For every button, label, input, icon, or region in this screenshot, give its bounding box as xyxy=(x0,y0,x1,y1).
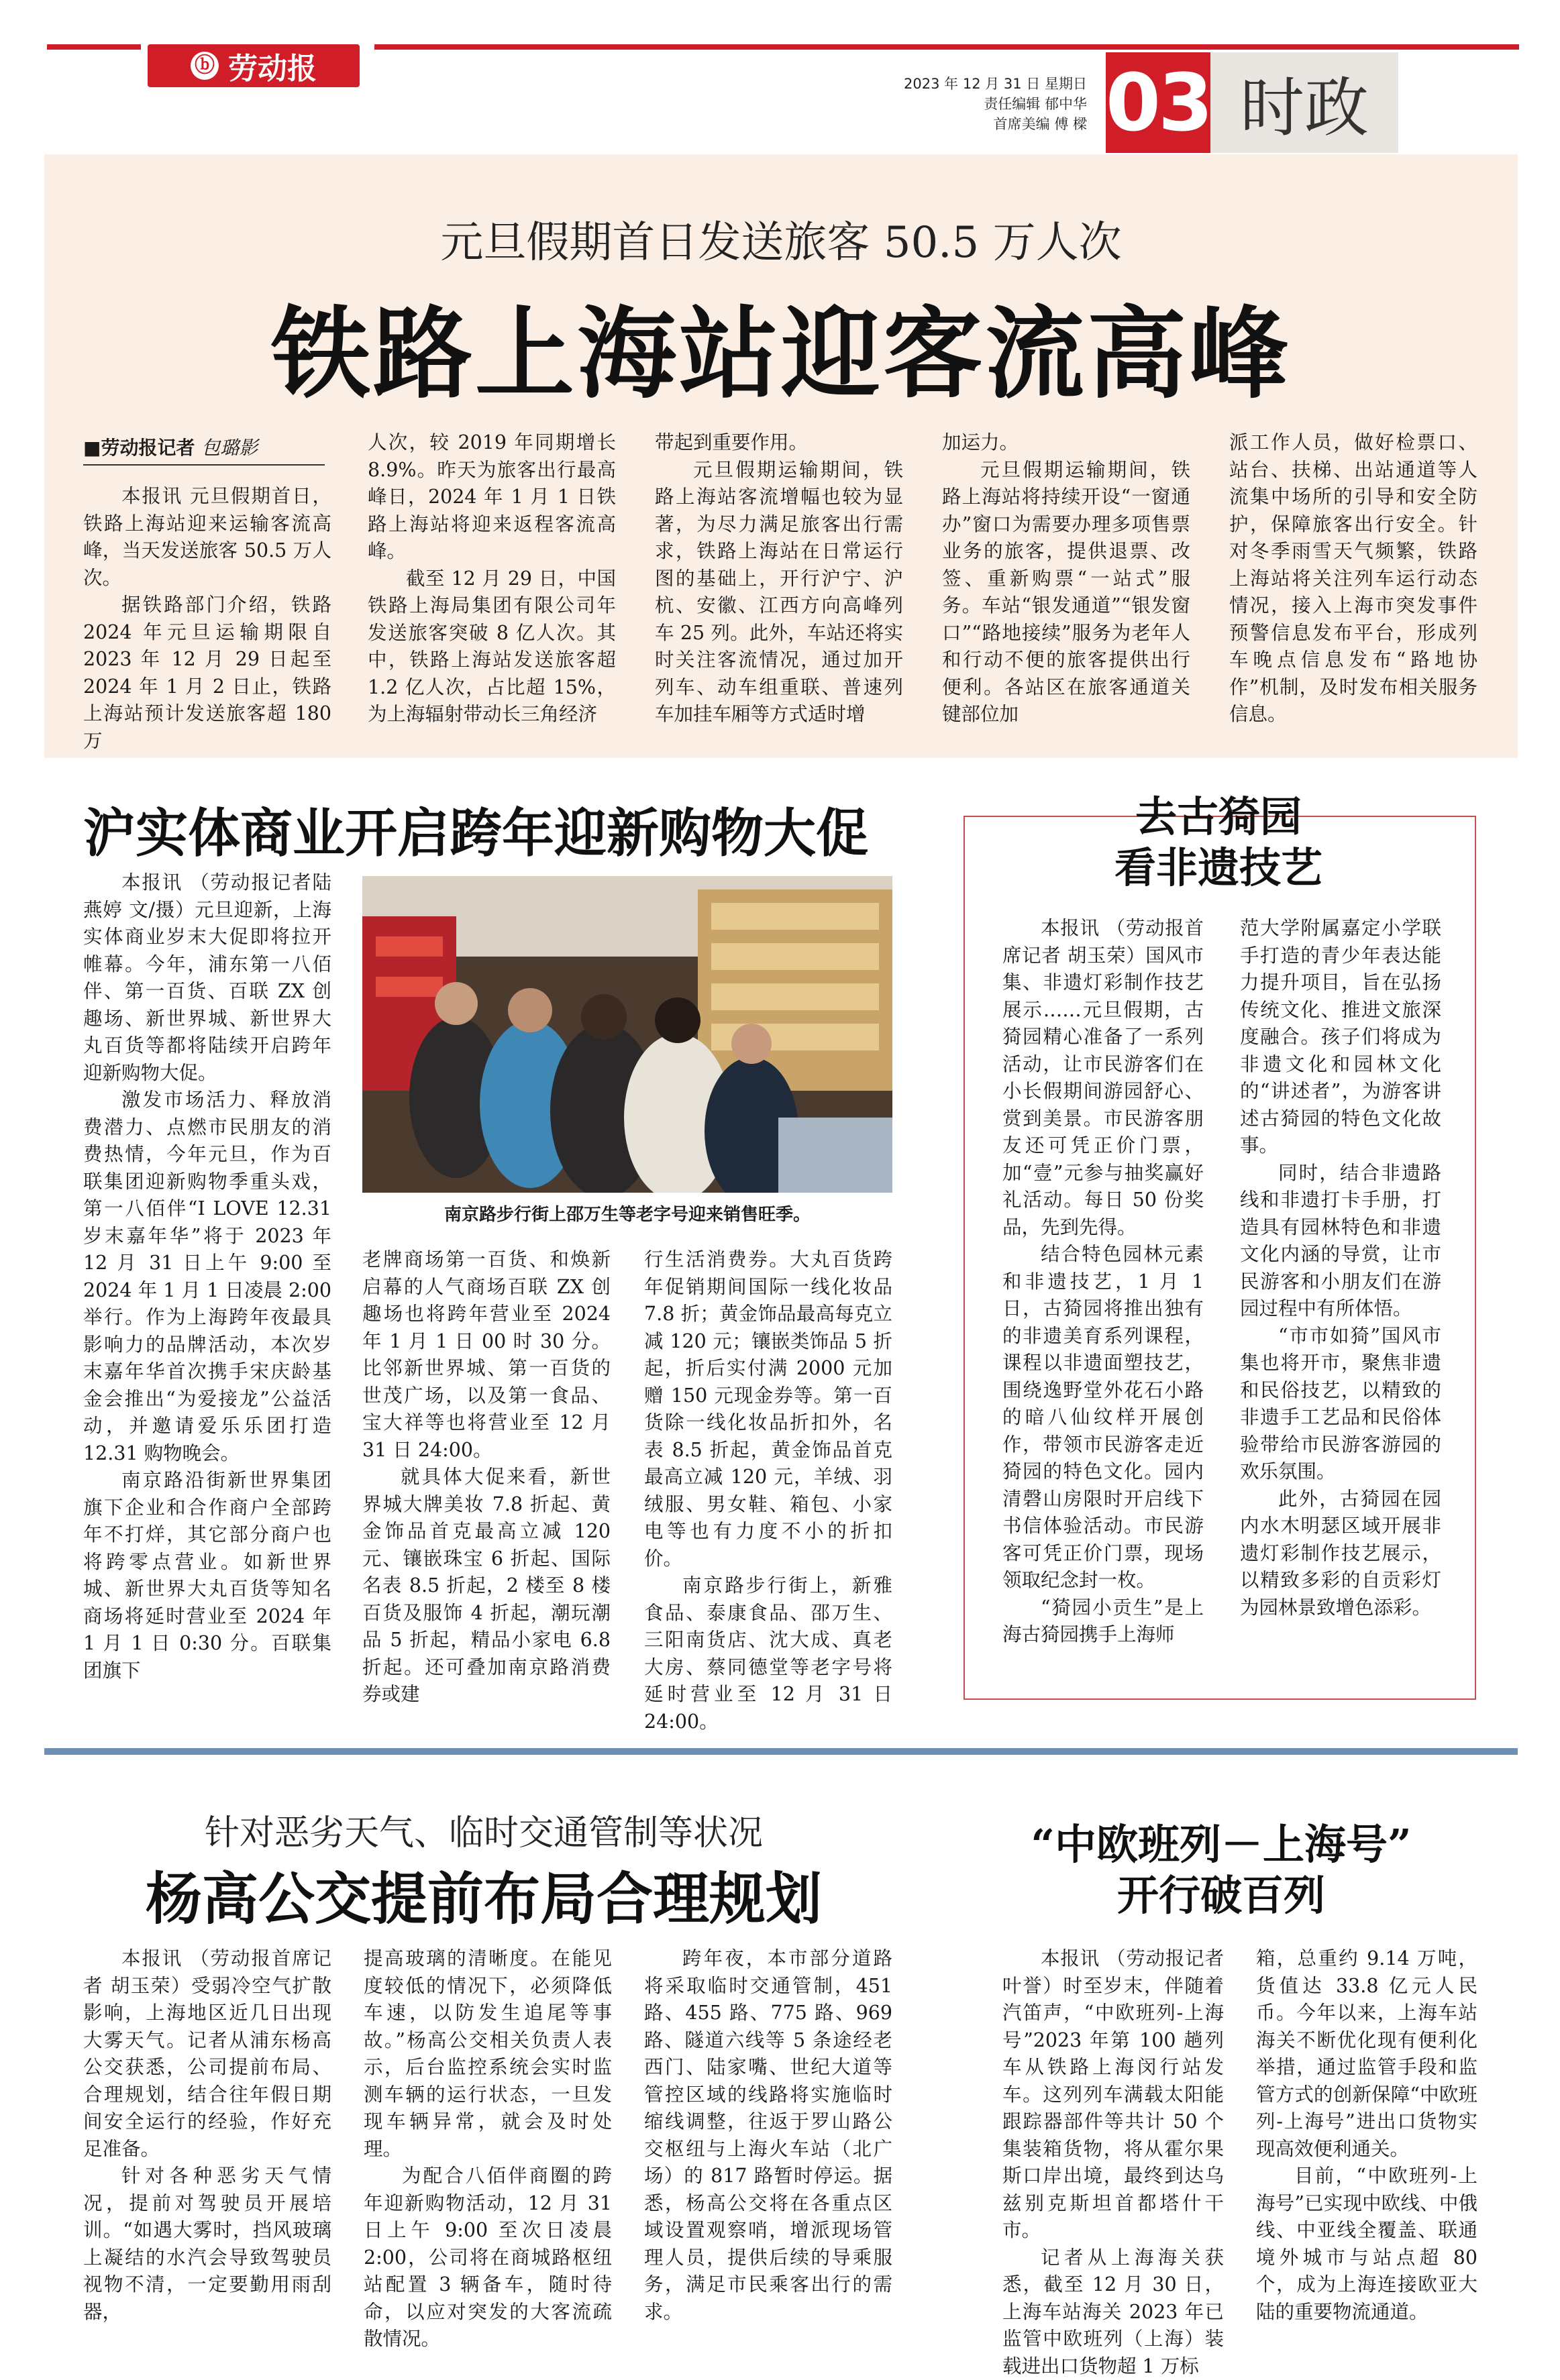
page-meta xyxy=(792,74,1087,134)
paragraph: 元旦假期运输期间，铁路上海站将持续开设“一窗通办”窗口为需要办理多项售票业务的旅客，提供退票、改签、重新购票“一站式”服务。车站“银发通道”“银发窗口”“路地接续”服务为老年人和行动不便的旅客提供出行便利。各站区在旅客通道关键部位加 xyxy=(942,457,1190,728)
story1-col5 xyxy=(1229,429,1477,728)
paragraph: 行生活消费券。大丸百货跨年促销期间国际一线化妆品 7.8 折；黄金饰品最高每克立减 120 元；镶嵌类饰品 5 折起，折后实付满 2000 元加赠 150 元现金券等。第一百货除一线化妆品折扣外，名表 8.5 折起，黄金饰品首克最高立减 120 元，羊绒、羽绒服、男女鞋、箱包、小家电等也有力度不小的折扣价。 xyxy=(644,1246,892,1572)
story4-title: 杨高公交提前布局合理规划 xyxy=(44,1854,923,1935)
story1-byline xyxy=(83,433,325,466)
paragraph: 就具体大促来看，新世界城大牌美妆 7.8 折起、黄金饰品首克最高立减 120 元、镶嵌珠宝 6 折起、国际名表 8.5 折起，2 楼至 8 楼百货及服饰 4 折起，潮玩潮品 5 折起，精品小家电 6.8 折起。还可叠加南京路消费券或建 xyxy=(362,1464,611,1709)
paragraph: 南京路沿街新世界集团旗下企业和合作商户全部跨年不打烊，其它部分商户也将跨零点营业。如新世界城、新世界大丸百货等知名商场将延时营业至 2024 年 1 月 1 日 0:30 分。百联集团旗下 xyxy=(83,1467,331,1684)
story2-col2 xyxy=(362,1246,611,1709)
story2-col3 xyxy=(644,1246,892,1735)
story1-subtitle: 元旦假期首日发送旅客 50.5 万人次 xyxy=(44,208,1518,270)
paragraph: 本报讯 （劳动报首席记者 胡玉荣）受弱冷空气扩散影响，上海地区近几日出现大雾天气。记者从浦东杨高公交获悉，公司提前布局、合理规划，结合往年假日期间安全运行的经验，作好充足准备。 xyxy=(83,1945,331,2163)
section-name: 时政 xyxy=(1210,52,1398,153)
paragraph: 针对各种恶劣天气情况，提前对驾驶员开展培训。“如遇大雾时，挡风玻璃上凝结的水汽会导致驾驶员视物不清，一定要勤用雨刮器， xyxy=(83,2163,331,2326)
designer-line: 首席美编 傅 樑 xyxy=(792,114,1087,134)
paragraph: 派工作人员，做好检票口、站台、扶梯、出站通道等人流集中场所的引导和安全防护，保障旅客出行安全。针对冬季雨雪天气频繁，铁路上海站将关注列车运行动态情况，接入上海市突发事件预警信息发布平台，形成列车晚点信息发布“路地协作”机制，及时发布相关服务信息。 xyxy=(1229,429,1477,728)
story5-col2 xyxy=(1256,1945,1477,2326)
paragraph: 激发市场活力、释放消费潜力、点燃市民朋友的消费热情，今年元旦，作为百联集团迎新购物季重头戏，第一八佰伴“I LOVE 12.31 岁末嘉年华”将于 2023 年 12 月 31 日上午 9:00 至 2024 年 1 月 1 日凌晨 2:00 举行。作为上海跨年夜最具影响力的品牌活动，本次岁末嘉年华首次携手宋庆龄基金会推出“为爱接龙”公益活动，并邀请爱乐乐团打造 12.31 购物晚会。 xyxy=(83,1087,331,1467)
story1-col2 xyxy=(368,429,616,728)
paragraph: 老牌商场第一百货、和焕新启幕的人气商场百联 ZX 创趣场也将跨年营业至 2024 年 1 月 1 日 00 时 30 分。比邻新世界城、第一百货的世茂广场，以及第一食品、宝大祥等也将营业至 12 月 31 日 24:00。 xyxy=(362,1246,611,1464)
paragraph: 记者从上海海关获悉，截至 12 月 30 日，上海车站海关 2023 年已监管中欧班列（上海）装载进出口货物超 1 万标 xyxy=(1002,2244,1224,2380)
story4-subtitle: 针对恶劣天气、临时交通管制等状况 xyxy=(44,1804,923,1855)
editor-line: 责任编辑 郁中华 xyxy=(792,94,1087,114)
paragraph: 结合特色园林元素和非遗技艺，1 月 1 日，古猗园将推出独有的非遗美育系列课程，课程以非遗面塑技艺，围绕逸野堂外花石小路的暗八仙纹样开展创作，带领市民游客走近猗园的特色文化。园内清磬山房限时开启线下书信体验活动。市民游客可凭正价门票，现场领取纪念封一枚。 xyxy=(1002,1241,1204,1594)
story1-col4 xyxy=(942,429,1190,728)
newspaper-logo xyxy=(148,44,360,87)
date-line: 2023 年 12 月 31 日 星期日 xyxy=(792,74,1087,94)
paragraph: 同时，结合非遗路线和非遗打卡手册，打造具有园林特色和非遗文化内涵的导赏，让市民游客和小朋友们在游园过程中有所体悟。 xyxy=(1240,1160,1441,1323)
story1-byline-name: 包璐影 xyxy=(201,437,258,459)
story1-byline-label: ■劳动报记者 xyxy=(83,437,195,459)
page-number: 03 xyxy=(1106,52,1210,153)
paragraph: 据铁路部门介绍，铁路 2024 年元旦运输期限自 2023 年 12 月 29 日起至 2024 年 1 月 2 日止，铁路上海站预计发送旅客超 180 万 xyxy=(83,592,331,755)
paragraph: 本报讯 （劳动报记者 叶誉）时至岁末，伴随着汽笛声，“中欧班列-上海号”2023 年第 100 趟列车从铁路上海闵行站发车。这列列车满载太阳能跟踪器部件等共计 50 个集装箱货物，将从霍尔果斯口岸出境，最终到达乌兹别克斯坦首都塔什干市。 xyxy=(1002,1945,1224,2244)
paragraph: 提高玻璃的清晰度。在能见度较低的情况下，必须降低车速，以防发生追尾等事故。”杨高公交相关负责人表示，后台监控系统会实时监测车辆的运行状态，一旦发现车辆异常，就会及时处理。 xyxy=(364,1945,612,2163)
paragraph: 为配合八佰伴商圈的跨年迎新购物活动，12 月 31 日上午 9:00 至次日凌晨 2:00，公司将在商城路枢纽站配置 3 辆备车，随时待命，以应对突发的大客流疏散情况。 xyxy=(364,2163,612,2353)
newspaper-logo-icon: ⓑ xyxy=(191,52,219,80)
story1-title: 铁路上海站迎客流高峰 xyxy=(44,275,1518,417)
section-divider xyxy=(44,1748,1518,1755)
paragraph: 加运力。 xyxy=(942,429,1190,457)
story4-col3 xyxy=(644,1945,892,2326)
paragraph: 本报讯 （劳动报记者陆燕婷 文/摄）元旦迎新，上海实体商业岁末大促即将拉开帷幕。今年，浦东第一八佰伴、第一百货、百联 ZX 创趣场、新世界城、新世界大丸百货等都将陆续开启跨年迎新购物大促。 xyxy=(83,869,331,1087)
paragraph: 带起到重要作用。 xyxy=(655,429,903,457)
story5-col1 xyxy=(1002,1945,1224,2380)
story5-title-line1: “中欧班列－上海号” xyxy=(966,1811,1476,1871)
paragraph: 目前，“中欧班列-上海号”已实现中欧线、中俄线、中亚线全覆盖、联通境外城市与站点超 80 个，成为上海连接欧亚大陆的重要物流通道。 xyxy=(1256,2163,1477,2326)
story2-photo-caption: 南京路步行街上邵万生等老字号迎来销售旺季。 xyxy=(362,1201,892,1226)
story2-col1 xyxy=(83,869,331,1684)
story3-col2 xyxy=(1240,915,1441,1621)
story3-col1 xyxy=(1002,915,1204,1649)
top-rule-right xyxy=(374,44,1519,50)
paragraph: 箱，总重约 9.14 万吨，货值达 33.8 亿元人民币。今年以来，上海车站海关不断优化现有便利化举措，通过监管手段和监管方式的创新保障“中欧班列-上海号”进出口货物实现高效便利通关。 xyxy=(1256,1945,1477,2163)
paragraph: 本报讯 （劳动报首席记者 胡玉荣）国风市集、非遗灯彩制作技艺展示……元旦假期，古猗园精心准备了一系列活动，让市民游客们在小长假期间游园舒心、赏到美景。市民游客朋友还可凭正价门票，加“壹”元参与抽奖赢好礼活动。每日 50 份奖品，先到先得。 xyxy=(1002,915,1204,1241)
story2-title: 沪实体商业开启跨年迎新购物大促 xyxy=(44,792,976,867)
paragraph: 人次，较 2019 年同期增长 8.9%。昨天为旅客出行最高峰日，2024 年 1 月 1 日铁路上海站将迎来返程客流高峰。 xyxy=(368,429,616,565)
story3-title-line2: 看非遗技艺 xyxy=(964,834,1473,894)
shopping-crowd-photo xyxy=(362,876,892,1193)
paragraph: “猗园小贡生”是上海古猗园携手上海师 xyxy=(1002,1594,1204,1649)
story1-col3 xyxy=(655,429,903,728)
paragraph: 本报讯 元旦假期首日，铁路上海站迎来运输客流高峰，当天发送旅客 50.5 万人次。 xyxy=(83,483,331,592)
paragraph: 南京路步行街上，新雅食品、泰康食品、邵万生、三阳南货店、沈大成、真老大房、蔡同德堂等老字号将延时营业至 12 月 31 日 24:00。 xyxy=(644,1572,892,1735)
paper-name: 劳动报 xyxy=(228,44,317,87)
paragraph: “市市如猗”国风市集也将开市，聚焦非遗和民俗技艺，以精致的非遗手工艺品和民俗体验带给市民游客游园的欢乐氛围。 xyxy=(1240,1323,1441,1486)
story4-col1 xyxy=(83,1945,331,2326)
paragraph: 此外，古猗园在园内水木明瑟区域开展非遗灯彩制作技艺展示，以精致多彩的自贡彩灯为园林景致增色添彩。 xyxy=(1240,1486,1441,1622)
paragraph: 跨年夜，本市部分道路将采取临时交通管制，451 路、455 路、775 路、969 路、隧道六线等 5 条途经老西门、陆家嘴、世纪大道等管控区域的线路将实施临时缩线调整，往返于罗山路公交枢纽与上海火车站（北广场）的 817 路暂时停运。据悉，杨高公交将在各重点区域设置观察哨，增派现场管理人员，提供后续的导乘服务，满足市民乘客出行的需求。 xyxy=(644,1945,892,2326)
top-rule-left xyxy=(47,44,141,50)
story5-title-line2: 开行破百列 xyxy=(966,1862,1476,1922)
paragraph: 范大学附属嘉定小学联手打造的青少年表达能力提升项目，旨在弘扬传统文化、推进文旅深度融合。孩子们将成为非遗文化和园林文化的“讲述者”，为游客讲述古猗园的特色文化故事。 xyxy=(1240,915,1441,1160)
story4-col2 xyxy=(364,1945,612,2353)
photo-illustration xyxy=(362,876,892,1193)
paragraph: 元旦假期运输期间，铁路上海站客流增幅也较为显著，为尽力满足旅客出行需求，铁路上海站在日常运行图的基础上，开行沪宁、沪杭、安徽、江西方向高峰列车 25 列。此外，车站还将实时关注客流情况，通过加开列车、动车组重联、普速列车加挂车厢等方式适时增 xyxy=(655,457,903,728)
story3-title-line1: 去古猗园 xyxy=(964,783,1473,843)
story1-col1 xyxy=(83,483,331,755)
paragraph: 截至 12 月 29 日，中国铁路上海局集团有限公司年发送旅客突破 8 亿人次。其中，铁路上海站发送旅客超 1.2 亿人次，占比超 15%，为上海辐射带动长三角经济 xyxy=(368,565,616,728)
